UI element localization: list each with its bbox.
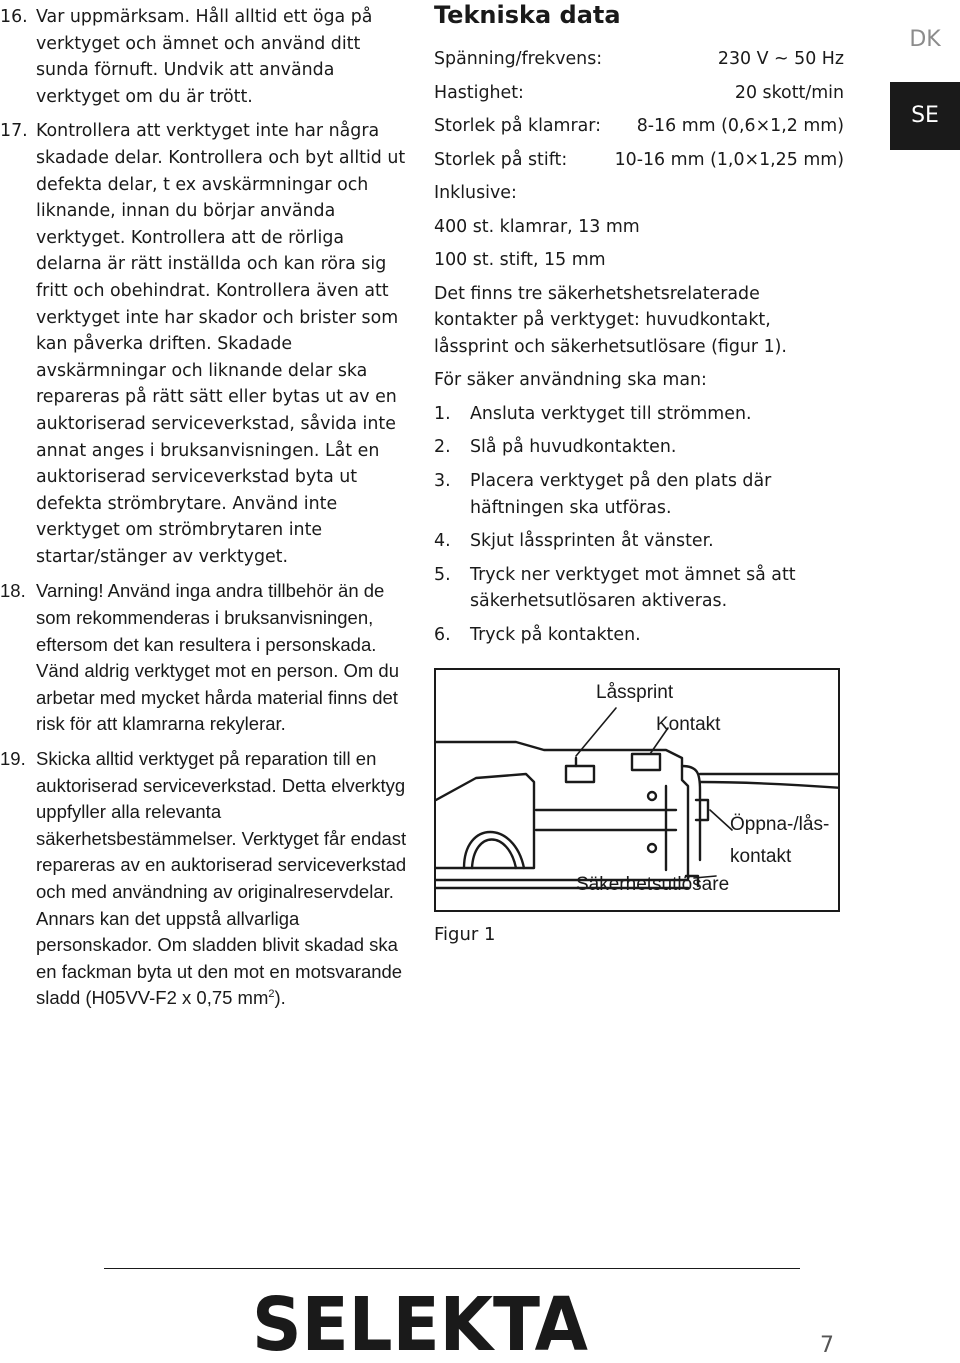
page-number: 7 (820, 1333, 834, 1358)
spec-value: 8-16 mm (0,6×1,2 mm) (636, 116, 844, 136)
label-safety-trigger: Säkerhetsutlösare (576, 874, 730, 895)
spec-value: 230 V ~ 50 Hz (717, 49, 844, 69)
step-number: 1. (434, 403, 451, 424)
step-number: 6. (434, 624, 451, 645)
included-item: 400 st. klamrar, 13 mm (434, 216, 640, 237)
step-item (434, 401, 844, 428)
step-item (434, 468, 844, 521)
spec-label: Spänning/frekvens: (434, 49, 603, 69)
step-text: Skjut låssprinten åt vänster. (470, 531, 714, 552)
step-number: 3. (434, 470, 451, 491)
spec-label: Storlek på stift: (434, 149, 568, 170)
superscript: 2 (268, 988, 275, 1001)
step-item (434, 562, 844, 615)
safety-instructions-column (0, 4, 415, 1020)
selekta-logo (252, 1286, 592, 1358)
item-number: 17. (0, 121, 28, 142)
step-item (434, 528, 844, 555)
section-title: Tekniska data (434, 1, 621, 29)
label-open-lock-2: kontakt (730, 846, 792, 867)
label-open-lock-1: Öppna-/lås- (730, 814, 830, 835)
instruction-item-17 (0, 118, 415, 570)
step-text: Ansluta verktyget till strömmen. (470, 403, 752, 424)
step-item (434, 434, 844, 461)
item-text-end: ). (274, 987, 286, 1009)
item-number: 19. (0, 748, 26, 770)
spec-value: 20 skott/min (734, 82, 844, 103)
spec-row-voltage (434, 46, 844, 80)
usage-intro: För säker användning ska man: (434, 370, 707, 391)
logo-wordmark: SELEKTA (252, 1286, 588, 1358)
spec-row-staple-size (434, 113, 844, 147)
instruction-item-18 (0, 578, 415, 738)
item-number: 16. (0, 7, 28, 27)
spec-row-speed (434, 80, 844, 114)
stapler-figure (434, 668, 840, 912)
spec-value: 10-16 mm (1,0×1,25 mm) (614, 149, 844, 170)
spec-label: Storlek på klamrar: (434, 116, 602, 136)
item-text (36, 746, 415, 1012)
instruction-item-16 (0, 4, 415, 110)
spec-label: Hastighet: (434, 82, 524, 103)
step-number: 4. (434, 531, 451, 552)
step-text: Placera verktyget på den plats där häftningen ska utföras. (470, 470, 772, 518)
safety-paragraph: Det finns tre säkerhetshetsrelaterade kontakter på verktyget: huvudkontakt, låssprint och säkerhetsutlösare (figur 1). (434, 283, 787, 357)
language-tab-se: SE (890, 82, 960, 150)
item-text: Kontrollera att verktyget inte har några skadade delar. Kontrollera och byt alltid ut defekta delar, t ex avskärmningar och liknande, innan du börjar använda verktyget. Kontrollera att de rörliga delarna är rätt inställda och kan röra sig fritt och obehindrat. Kontrollera även att verktyget inte har skador och brister som kan påverka driften. Skadade avskärmningar och liknande delar ska repareras på rätt sätt eller bytas ut av en auktoriserad serviceverkstad, såvida inte annat anges i bruksanvisningen. Låt en auktoriserad serviceverkstad byta ut defekta strömbrytare. Använd inte verktyget om strömbrytaren inte startar/stänger av verktyget. (36, 121, 406, 567)
included-label: Inklusive: (434, 183, 517, 203)
step-number: 2. (434, 437, 451, 458)
footer-divider (104, 1268, 800, 1269)
step-text: Tryck ner verktyget mot ämnet så att säkerhetsutlösaren aktiveras. (470, 564, 796, 612)
step-text: Slå på huvudkontakten. (470, 437, 677, 458)
technical-data-column (434, 0, 844, 656)
item-text: Varning! Använd inga andra tillbehör än de som rekommenderas i bruksanvisningen, eftersom det kan resultera i personskada. Vänd aldrig verktyget mot en person. Om du arbetar med mycket hårda material finns det risk för att klamrarna rekylerar. (36, 580, 399, 735)
label-switch: Kontakt (656, 714, 721, 735)
spec-row-pin-size (434, 147, 844, 181)
item-text: Var uppmärksam. Håll alltid ett öga på verktyget och ämnet och använd ditt sunda förnuft. Undvik att använda verktyget om du är trött. (36, 7, 373, 107)
included-item: 100 st. stift, 15 mm (434, 250, 606, 270)
instruction-item-19 (0, 746, 415, 1012)
figure-caption: Figur 1 (434, 924, 496, 945)
label-lock-pin: Låssprint (596, 682, 674, 703)
item-text-main: Skicka alltid verktyget på reparation till en auktoriserad serviceverkstad. Detta elverktyg uppfyller alla relevanta säkerhetsbestämmelser. Verktyget får endast repareras av en auktoriserad serviceverkstad och med användning av originalreservdelar. Annars kan det uppstå allvarliga personskador. Om sladden blivit skadad ska en fackman byta ut den mot en motsvarande sladd (H05VV-F2 x 0,75 mm (36, 748, 407, 1009)
step-number: 5. (434, 564, 451, 585)
item-number: 18. (0, 580, 26, 602)
step-item (434, 622, 844, 649)
step-text: Tryck på kontakten. (470, 624, 641, 645)
language-tab-dk: DK (909, 27, 941, 52)
